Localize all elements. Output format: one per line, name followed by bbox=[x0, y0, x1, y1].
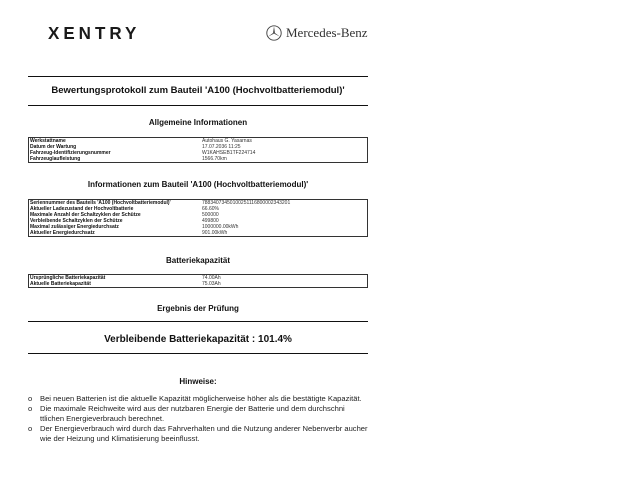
table-row bbox=[29, 230, 368, 237]
row-label: Seriennummer des Bauteils 'A100 (Hochvoltbatteriemodul)' bbox=[30, 200, 171, 206]
row-label: Verbleibende Schaltzyklen der Schütze bbox=[30, 218, 123, 224]
manufacturer-name: Mercedes-Benz bbox=[286, 25, 368, 40]
row-value: W1KAHSEB1TF224714 bbox=[202, 150, 256, 156]
divider bbox=[28, 76, 368, 77]
row-label: Aktueller Energiedurchsatz bbox=[30, 230, 95, 236]
row-value: 78834073450100251116800002343201 bbox=[202, 200, 291, 206]
capacity-table bbox=[28, 274, 368, 288]
list-item bbox=[28, 404, 368, 424]
row-label: Aktuelle Batteriekapazität bbox=[30, 281, 91, 287]
document-title: Bewertungsprotokoll zum Bauteil 'A100 (Hochvoltbatteriemodul)' bbox=[51, 85, 345, 96]
bullet-icon: o bbox=[28, 424, 33, 433]
divider bbox=[28, 105, 368, 106]
row-label: Fahrzeuglaufleistung bbox=[30, 156, 81, 162]
table-row bbox=[29, 156, 368, 163]
row-label: Ursprüngliche Batteriekapazität bbox=[30, 275, 106, 281]
section-title-general: Allgemeine Informationen bbox=[148, 118, 248, 127]
row-value: 500000 bbox=[202, 212, 219, 218]
row-label: Maximale Anzahl der Schaltzyklen der Schütze bbox=[30, 212, 141, 218]
row-value: 74.00Ah bbox=[202, 275, 221, 281]
bullet-icon: o bbox=[28, 404, 33, 413]
row-label: Datum der Wartung bbox=[30, 144, 77, 150]
note-text: Die maximale Reichweite wird aus der nutzbaren Energie der Batterie und dem durchschni ttlichen Energieverbrauch berechnet. bbox=[40, 404, 345, 423]
divider bbox=[28, 321, 368, 322]
section-title-result: Ergebnis der Prüfung bbox=[157, 304, 239, 313]
row-value: 17.07.2036 11:25 bbox=[202, 144, 241, 150]
bullet-icon: o bbox=[28, 394, 33, 403]
row-value: 66.60% bbox=[202, 206, 219, 212]
row-value: Autohaus G. Yasarnas bbox=[202, 138, 252, 144]
result-value: Verbleibende Batteriekapazität : 101.4% bbox=[104, 334, 292, 345]
mercedes-benz-logo bbox=[266, 25, 368, 41]
row-label: Werkstattname bbox=[30, 138, 66, 144]
component-info-table bbox=[28, 199, 368, 237]
row-value: 1000000.00kWh bbox=[202, 224, 239, 230]
mercedes-star-icon bbox=[266, 25, 282, 41]
divider bbox=[28, 353, 368, 354]
notes-list bbox=[28, 394, 368, 444]
row-value: 499800 bbox=[202, 218, 219, 224]
row-label: Aktueller Ladezustand der Hochvoltbatterie bbox=[30, 206, 134, 212]
general-info-table bbox=[28, 137, 368, 163]
row-value: 75.03Ah bbox=[202, 281, 221, 287]
note-text: Bei neuen Batterien ist die aktuelle Kapazität möglicherweise höher als die bestätigte Kapazität. bbox=[40, 394, 362, 403]
note-text: Der Energieverbrauch wird durch das Fahrverhalten und die Nutzung anderer Nebenverbr aucher wie der Heizung und Klimatisierung beeinflusst. bbox=[40, 424, 368, 443]
section-title-component: Informationen zum Bauteil 'A100 (Hochvoltbatteriemodul)' bbox=[87, 180, 309, 189]
row-value: 1566.70km bbox=[202, 156, 227, 162]
xentry-logo: XENTRY bbox=[48, 23, 141, 44]
table-row bbox=[29, 281, 368, 288]
list-item bbox=[28, 424, 368, 444]
notes-title: Hinweise: bbox=[179, 377, 217, 386]
list-item bbox=[28, 394, 368, 404]
section-title-capacity: Batteriekapazität bbox=[165, 256, 231, 265]
row-label: Fahrzeug-Identifizierungsnummer bbox=[30, 150, 111, 156]
row-label: Maximal zulässiger Energiedurchsatz bbox=[30, 224, 119, 230]
row-value: 901.00kWh bbox=[202, 230, 228, 236]
